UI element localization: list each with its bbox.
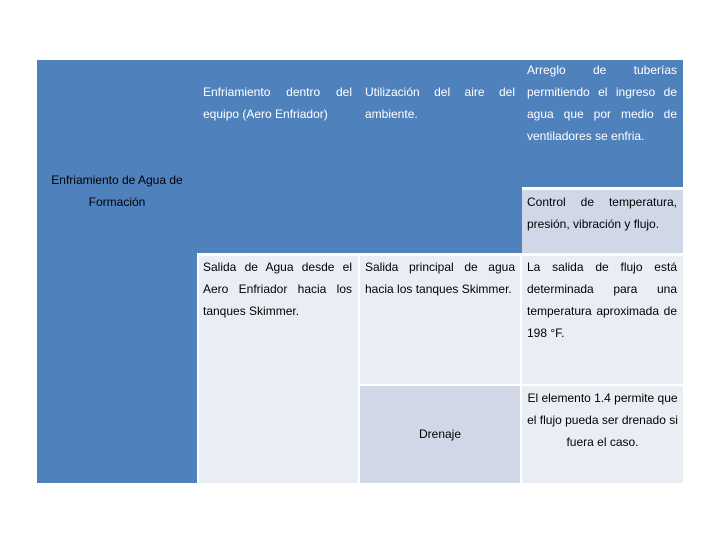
header-text-col3: Arreglo de tuberías permitiendo el ingreso de agua que por medio de ventiladores se enfria. <box>527 63 677 143</box>
header-text-col1: Enfriamiento dentro del equipo (Aero Enfriador) <box>203 85 352 121</box>
body-text-col1: Salida de Agua desde el Aero Enfriador hacia los tanques Skimmer. <box>203 260 352 318</box>
body-text-col3: La salida de flujo está determinada para una temperatura aproximada de 198 °F. <box>527 260 677 340</box>
mid-text-col3: Control de temperatura, presión, vibración y flujo. <box>527 195 677 231</box>
header-text-col2: Utilización del aire del ambiente. <box>365 85 515 121</box>
body-text-col2: Salida principal de agua hacia los tanques Skimmer. <box>365 260 515 296</box>
drenaje-text: Drenaje <box>418 427 462 441</box>
row-header-line2: Formación <box>88 195 146 209</box>
bottom-text-col3: El elemento 1.4 permite que el flujo pueda ser drenado si fuera el caso. <box>527 391 678 449</box>
row-header-line1: Enfriamiento de Agua de <box>51 173 183 187</box>
row-header-cell <box>37 60 197 483</box>
row-header-text <box>37 169 197 213</box>
